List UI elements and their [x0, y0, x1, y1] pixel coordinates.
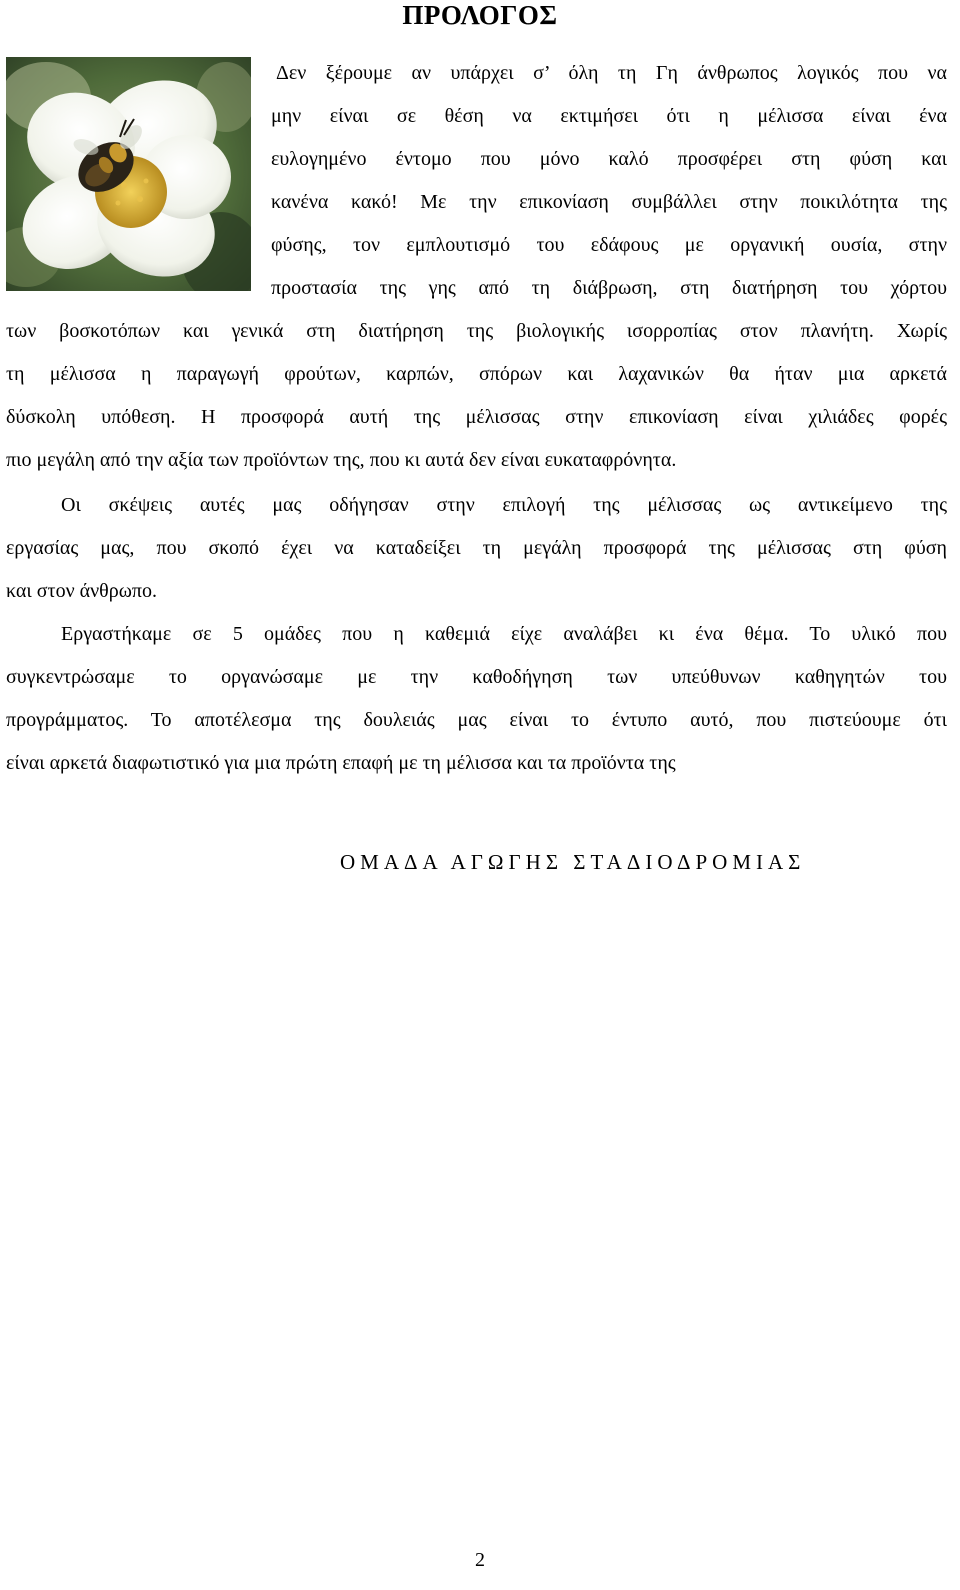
signature: ΟΜΑΔΑ ΑΓΩΓΗΣ ΣΤΑΔΙΟΔΡΟΜΙΑΣ [340, 850, 806, 874]
text-line: τη μέλισσα η παραγωγή φρούτων, καρπών, σπόρων και λαχανικών θα ήταν μια αρκετά [6, 363, 947, 385]
text-line: φύσης, τον εμπλουτισμό του εδάφους με οργανική ουσία, στην [271, 234, 947, 256]
page-number: 2 [475, 1549, 485, 1571]
text-line: Εργαστήκαμε σε 5 ομάδες που η καθεμιά είχε αναλάβει κι ένα θέμα. Το υλικό που [61, 623, 947, 645]
text-line: κανένα κακό! Με την επικονίαση συμβάλλει στην ποικιλότητα της [271, 191, 947, 213]
text-line: των βοσκοτόπων και γενικά στη διατήρηση της βιολογικής ισορροπίας στον πλανήτη. Χωρίς [6, 320, 947, 342]
text-line: προστασία της γης από τη διάβρωση, στη διατήρηση του χόρτου [271, 277, 947, 299]
text-line: συγκεντρώσαμε το οργανώσαμε με την καθοδήγηση των υπεύθυνων καθηγητών του [6, 666, 947, 688]
text-line: είναι αρκετά διαφωτιστικό για μια πρώτη επαφή με τη μέλισσα και τα προϊόντα της [6, 752, 676, 774]
text-line: μην είναι σε θέση να εκτιμήσει ότι η μέλισσα είναι ένα [271, 105, 947, 127]
text-line: δύσκολη υπόθεση. Η προσφορά αυτή της μέλισσας στην επικονίαση είναι χιλιάδες φορές [6, 406, 947, 428]
bee-on-flower-icon [6, 57, 251, 291]
text-line: Δεν ξέρουμε αν υπάρχει σ’ όλη τη Γη άνθρωπος λογικός που να [276, 62, 947, 84]
text-line: προγράμματος. Το αποτέλεσμα της δουλειάς μας είναι το έντυπο αυτό, που πιστεύουμε ότι [6, 709, 947, 731]
page-title: ΠΡΟΛΟΓΟΣ [402, 0, 558, 30]
text-line: Οι σκέψεις αυτές μας οδήγησαν στην επιλογή της μέλισσας ως αντικείμενο της [61, 494, 947, 516]
text-line: πιο μεγάλη από την αξία των προϊόντων της, που κι αυτά δεν είναι ευκαταφρόνητα. [6, 449, 677, 471]
text-line: εργασίας μας, που σκοπό έχει να καταδείξει τη μεγάλη προσφορά της μέλισσας στη φύση [6, 537, 947, 559]
bee-flower-photo [6, 57, 251, 291]
text-line: ευλογημένο έντομο που μόνο καλό προσφέρει στη φύση και [271, 148, 947, 170]
text-line: και στον άνθρωπο. [6, 580, 157, 602]
